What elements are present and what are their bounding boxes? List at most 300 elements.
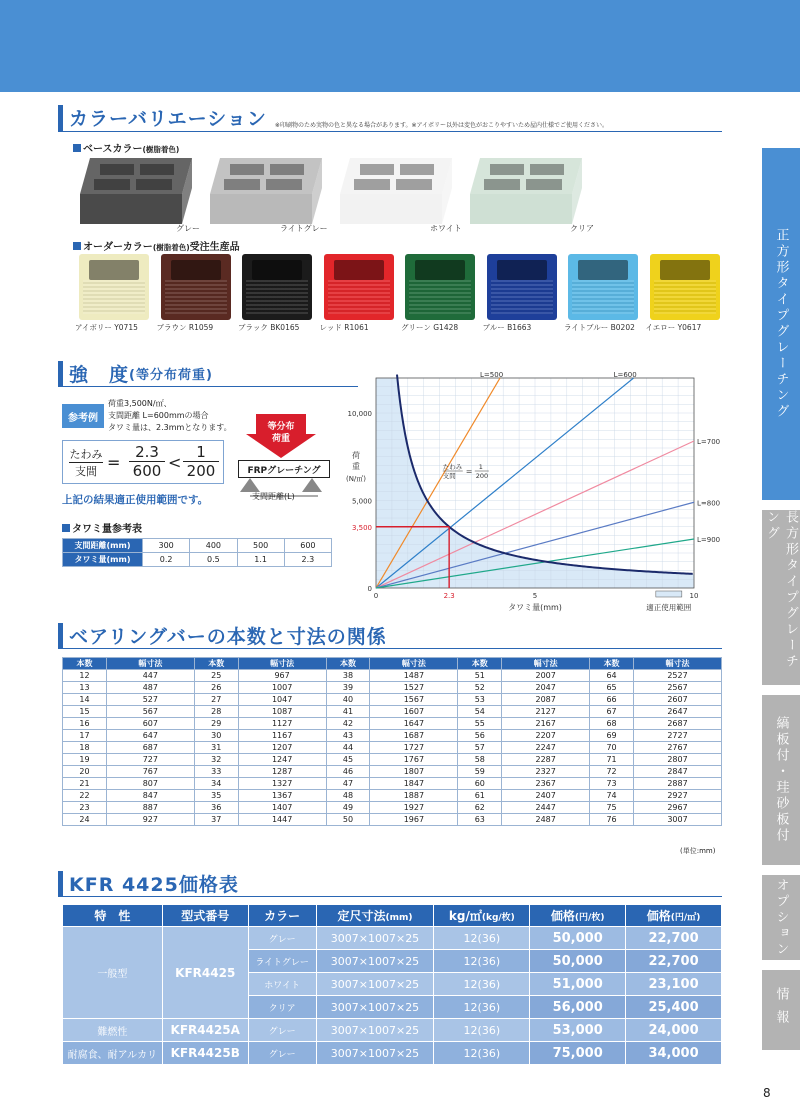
price-row [63,927,722,950]
width-cell: 2367 [502,778,590,790]
count-cell: 63 [458,814,502,826]
deflection-table [62,538,332,567]
order-color-swatch [161,254,231,320]
cube-hole [660,260,710,280]
formula-fraction-1: 2.3 600 [129,443,165,480]
order-color-swatch [405,254,475,320]
table-row [63,742,722,754]
width-cell: 2727 [634,730,722,742]
width-cell: 1447 [238,814,326,826]
width-cell: 2207 [502,730,590,742]
width-cell: 2687 [634,718,722,730]
side-tab-square[interactable]: 正方形タイプグレーチング [762,148,800,500]
formula-left: たわみ 支間 [69,448,103,478]
order-color-swatch [568,254,638,320]
price-table [62,904,722,1065]
formula-lt: < [168,453,182,472]
table-row [63,718,722,730]
width-cell: 3007 [634,814,722,826]
width-cell: 1247 [238,754,326,766]
header-price-sqm: 価格(円/㎡) [626,905,722,927]
table-row [63,730,722,742]
table-row [63,682,722,694]
width-cell: 2567 [634,682,722,694]
header-count: 本数 [326,658,370,670]
formula-eq: = [107,453,121,472]
table-cell: 500 [237,539,284,553]
y-axis-label-2: 重 [352,462,360,471]
count-cell: 23 [63,802,107,814]
color-variation-note: ※印刷物のため実物の色と異なる場合があります。※アイボリー以外は変色がおこりやすいため屋内仕様でご使用ください。 [274,122,608,129]
count-cell: 74 [590,790,634,802]
size-cell: 3007×1007×25 [316,973,434,996]
order-color-label: レッド R1061 [319,323,369,332]
count-cell: 60 [458,778,502,790]
width-cell: 2167 [502,718,590,730]
series-label: L=700 [697,438,721,446]
count-cell: 72 [590,766,634,778]
order-color-swatch [242,254,312,320]
count-cell: 70 [590,742,634,754]
width-cell: 2887 [634,778,722,790]
header-price-each: 価格(円/枚) [530,905,626,927]
count-cell: 26 [194,682,238,694]
width-cell: 487 [106,682,194,694]
cube-hole [171,260,221,280]
title-bar [58,361,63,387]
order-color-label: アイボリー Y0715 [75,323,138,332]
grating-label: FRPグレーチング [238,460,330,478]
width-cell: 1047 [238,694,326,706]
count-cell: 51 [458,670,502,682]
x-axis-label: タワミ量(mm) [508,603,562,612]
table-cell: 0.5 [190,553,237,567]
width-cell: 1767 [370,754,458,766]
order-color-heading: オーダーカラー(樹脂着色)受注生産品 [73,238,240,253]
price-title [58,870,239,897]
cube-hole [415,260,465,280]
order-color-label: イエロー Y0617 [645,323,702,332]
support-right [302,478,322,492]
width-cell: 1567 [370,694,458,706]
base-color-swatch [464,154,588,230]
width-cell: 1167 [238,730,326,742]
count-cell: 57 [458,742,502,754]
width-cell: 1207 [238,742,326,754]
table-row [63,790,722,802]
count-cell: 46 [326,766,370,778]
price-each-cell: 56,000 [530,996,626,1019]
series-label: L=500 [480,371,504,379]
price-each-cell: 75,000 [530,1042,626,1065]
side-tab-plate[interactable]: 縞板付・珪砂板付 [762,695,800,865]
width-cell: 1527 [370,682,458,694]
deflection-table-heading: タワミ量参考表 [62,520,142,535]
width-cell: 1687 [370,730,458,742]
width-cell: 1407 [238,802,326,814]
count-cell: 38 [326,670,370,682]
weight-cell: 12(36) [434,950,530,973]
formula-label-num: 1 [478,463,483,471]
count-cell: 69 [590,730,634,742]
side-tab-rectangle[interactable]: 長方形タイプグレーチング [762,510,800,685]
load-arrow [244,412,318,460]
header-size: 定尺寸法(mm) [316,905,434,927]
width-cell: 1647 [370,718,458,730]
order-color-swatch [650,254,720,320]
width-cell: 1607 [370,706,458,718]
header-count: 本数 [63,658,107,670]
count-cell: 27 [194,694,238,706]
price-sqm-cell: 24,000 [626,1019,722,1042]
count-cell: 16 [63,718,107,730]
y-tick-label: 5,000 [351,497,372,506]
width-cell: 1007 [238,682,326,694]
width-cell: 447 [106,670,194,682]
count-cell: 30 [194,730,238,742]
cube-texture [165,280,227,314]
section-rule [58,131,722,132]
header-weight: kg/㎡(kg/枚) [434,905,530,927]
y-axis-label-3: (N/㎡) [345,475,367,483]
table-row [63,539,332,553]
strength-heading: 強 度 [69,364,130,386]
width-cell: 1847 [370,778,458,790]
count-cell: 41 [326,706,370,718]
count-cell: 12 [63,670,107,682]
width-cell: 2127 [502,706,590,718]
width-cell: 527 [106,694,194,706]
count-cell: 15 [63,706,107,718]
color-variation-heading: カラーバリエーション [69,108,267,130]
y-tick-label: 10,000 [347,410,372,418]
base-color-swatch [74,154,198,230]
weight-cell: 12(36) [434,1042,530,1065]
count-cell: 54 [458,706,502,718]
cube-hole [89,260,139,280]
count-cell: 29 [194,718,238,730]
x-tick-label: 5 [532,592,538,600]
width-cell: 1967 [370,814,458,826]
width-cell: 2847 [634,766,722,778]
legend-label: 適正使用範囲 [646,603,692,612]
count-cell: 61 [458,790,502,802]
width-cell: 2967 [634,802,722,814]
base-color-swatch [334,154,458,230]
bullet-square [62,524,70,532]
order-color-label: ライトブルー B0202 [564,323,635,332]
header-feature: 特 性 [63,905,163,927]
width-cell: 2287 [502,754,590,766]
size-cell: 3007×1007×25 [316,1042,434,1065]
count-cell: 14 [63,694,107,706]
size-cell: 3007×1007×25 [316,927,434,950]
width-cell: 2927 [634,790,722,802]
bearing-header-row [63,658,722,670]
order-color-label: ブラウン R1059 [156,323,214,332]
base-color-label: ライトグレー [280,224,328,233]
width-cell: 767 [106,766,194,778]
width-cell: 2447 [502,802,590,814]
y-axis-label-1: 荷 [352,451,360,460]
weight-cell: 12(36) [434,927,530,950]
count-cell: 62 [458,802,502,814]
color-cell: グレー [248,1042,316,1065]
base-color-label: クリア [570,224,594,233]
example-badge: 参考例 [62,404,104,428]
feature-general: 一般型 [63,927,163,1019]
width-cell: 2607 [634,694,722,706]
table-row [63,802,722,814]
side-tab-info[interactable]: 情報 [762,970,800,1050]
count-cell: 28 [194,706,238,718]
count-cell: 64 [590,670,634,682]
table-row [63,553,332,567]
strength-conclusion: 上記の結果適正使用範囲です。 [62,494,209,506]
x-tick-label: 0 [373,592,379,600]
formula-label-eq: = [465,467,473,476]
size-cell: 3007×1007×25 [316,950,434,973]
header-width: 幅寸法 [106,658,194,670]
order-color-label: ブラック BK0165 [238,323,300,332]
model-cell: KFR4425B [162,1042,248,1065]
width-cell: 807 [106,778,194,790]
count-cell: 21 [63,778,107,790]
title-bar [58,623,63,649]
base-color-label: グレー [176,224,200,233]
width-cell: 1327 [238,778,326,790]
count-cell: 59 [458,766,502,778]
size-cell: 3007×1007×25 [316,996,434,1019]
width-cell: 1367 [238,790,326,802]
count-cell: 71 [590,754,634,766]
count-cell: 22 [63,790,107,802]
cube-texture [409,280,471,314]
order-color-swatch [487,254,557,320]
order-color-swatch [79,254,149,320]
table-cell: 1.1 [237,553,284,567]
title-bar [58,105,63,131]
width-cell: 727 [106,754,194,766]
strength-title [58,360,213,387]
price-row [63,1042,722,1065]
grate-image [334,154,458,226]
formula-box [62,440,224,484]
count-cell: 65 [590,682,634,694]
grate-image [74,154,198,226]
header-width: 幅寸法 [634,658,722,670]
weight-cell: 12(36) [434,973,530,996]
title-bar [58,871,63,897]
width-cell: 1087 [238,706,326,718]
count-cell: 33 [194,766,238,778]
width-cell: 847 [106,790,194,802]
strength-heading-small: (等分布荷重) [129,368,213,383]
count-cell: 36 [194,802,238,814]
count-cell: 52 [458,682,502,694]
price-each-cell: 53,000 [530,1019,626,1042]
color-cell: クリア [248,996,316,1019]
count-cell: 34 [194,778,238,790]
size-cell: 3007×1007×25 [316,1019,434,1042]
width-cell: 1727 [370,742,458,754]
count-cell: 45 [326,754,370,766]
count-cell: 35 [194,790,238,802]
width-cell: 1487 [370,670,458,682]
table-cell: 2.3 [284,553,331,567]
width-cell: 2647 [634,706,722,718]
grate-image [204,154,328,226]
cube-texture [572,280,634,314]
count-cell: 39 [326,682,370,694]
width-cell: 1887 [370,790,458,802]
width-cell: 607 [106,718,194,730]
price-sqm-cell: 22,700 [626,927,722,950]
count-cell: 75 [590,802,634,814]
width-cell: 887 [106,802,194,814]
price-each-cell: 51,000 [530,973,626,996]
count-cell: 43 [326,730,370,742]
width-cell: 2767 [634,742,722,754]
table-cell: 600 [284,539,331,553]
count-cell: 20 [63,766,107,778]
width-cell: 567 [106,706,194,718]
arrow-text-1: 等分布 [267,422,295,432]
section-rule [58,386,358,387]
count-cell: 67 [590,706,634,718]
price-row [63,1019,722,1042]
cube-hole [578,260,628,280]
price-header-row [63,905,722,927]
side-tab-option[interactable]: オプション [762,875,800,960]
weight-cell: 12(36) [434,996,530,1019]
table-cell: 300 [143,539,190,553]
annotation-y-label: 3,500 [351,523,372,532]
annotation-x-label: 2.3 [443,592,455,600]
cube-texture [491,280,553,314]
width-cell: 647 [106,730,194,742]
cube-hole [334,260,384,280]
order-color-swatch [324,254,394,320]
bullet-square [73,242,81,250]
order-color-label: ブルー B1663 [482,323,532,332]
price-heading: KFR 4425価格表 [69,874,239,896]
header-count: 本数 [194,658,238,670]
formula-label-bottom: 支間 [442,472,456,480]
header-band [0,0,800,92]
width-cell: 2407 [502,790,590,802]
feature-cell: 難燃性 [63,1019,163,1042]
width-cell: 687 [106,742,194,754]
bearing-bar-table [62,657,722,826]
order-color-label: グリーン G1428 [401,323,459,332]
arrow-text-2: 荷重 [271,434,291,444]
feature-cell: 耐腐食、耐アルカリ [63,1042,163,1065]
model-kfr4425: KFR4425 [162,927,248,1019]
count-cell: 47 [326,778,370,790]
base-color-heading: ベースカラー(樹脂着色) [73,140,179,155]
header-color: カラー [248,905,316,927]
count-cell: 19 [63,754,107,766]
table-row [63,778,722,790]
header-width: 幅寸法 [238,658,326,670]
width-cell: 2487 [502,814,590,826]
formula-label-top: たわみ [442,463,463,471]
unit-note: (単位:mm) [680,847,716,855]
price-sqm-cell: 22,700 [626,950,722,973]
cube-texture [328,280,390,314]
formula-fraction-2: 1 200 [183,443,219,480]
page-number: 8 [763,1086,771,1100]
count-cell: 66 [590,694,634,706]
bearing-bar-title [58,622,387,649]
model-cell: KFR4425A [162,1019,248,1042]
weight-cell: 12(36) [434,1019,530,1042]
cube-texture [654,280,716,314]
count-cell: 40 [326,694,370,706]
cube-texture [83,280,145,314]
price-each-cell: 50,000 [530,927,626,950]
base-color-label: ホワイト [430,224,462,233]
width-cell: 2087 [502,694,590,706]
color-cell: ライトグレー [248,950,316,973]
bearing-bar-heading: ベアリングバーの本数と寸法の関係 [69,626,387,648]
legend-swatch [656,591,682,597]
count-cell: 73 [590,778,634,790]
count-cell: 68 [590,718,634,730]
load-deflection-chart [336,368,721,624]
color-cell: グレー [248,927,316,950]
section-rule [58,896,722,897]
table-row [63,766,722,778]
base-color-swatch [204,154,328,230]
count-cell: 48 [326,790,370,802]
width-cell: 2527 [634,670,722,682]
width-cell: 2047 [502,682,590,694]
series-label: L=600 [613,371,637,379]
count-cell: 53 [458,694,502,706]
count-cell: 17 [63,730,107,742]
cube-hole [497,260,547,280]
table-cell: 0.2 [143,553,190,567]
table-cell: 400 [190,539,237,553]
formula-label-den: 200 [475,472,489,480]
deflection-row-label: タワミ量(mm) [63,553,143,567]
count-cell: 55 [458,718,502,730]
x-tick-label: 10 [689,592,699,600]
table-row [63,754,722,766]
table-row [63,694,722,706]
example-text: 荷重3,500N/㎡、 支間距離 L=600mmの場合 タワミ量は、2.3mmとなります。 [108,399,232,432]
header-count: 本数 [458,658,502,670]
count-cell: 58 [458,754,502,766]
width-cell: 2247 [502,742,590,754]
count-cell: 24 [63,814,107,826]
width-cell: 1287 [238,766,326,778]
section-rule [58,648,722,649]
count-cell: 42 [326,718,370,730]
header-width: 幅寸法 [370,658,458,670]
count-cell: 32 [194,754,238,766]
table-row [63,814,722,826]
price-sqm-cell: 23,100 [626,973,722,996]
count-cell: 76 [590,814,634,826]
color-cell: グレー [248,1019,316,1042]
width-cell: 927 [106,814,194,826]
color-variation-title [58,104,608,131]
bullet-square [73,144,81,152]
price-each-cell: 50,000 [530,950,626,973]
